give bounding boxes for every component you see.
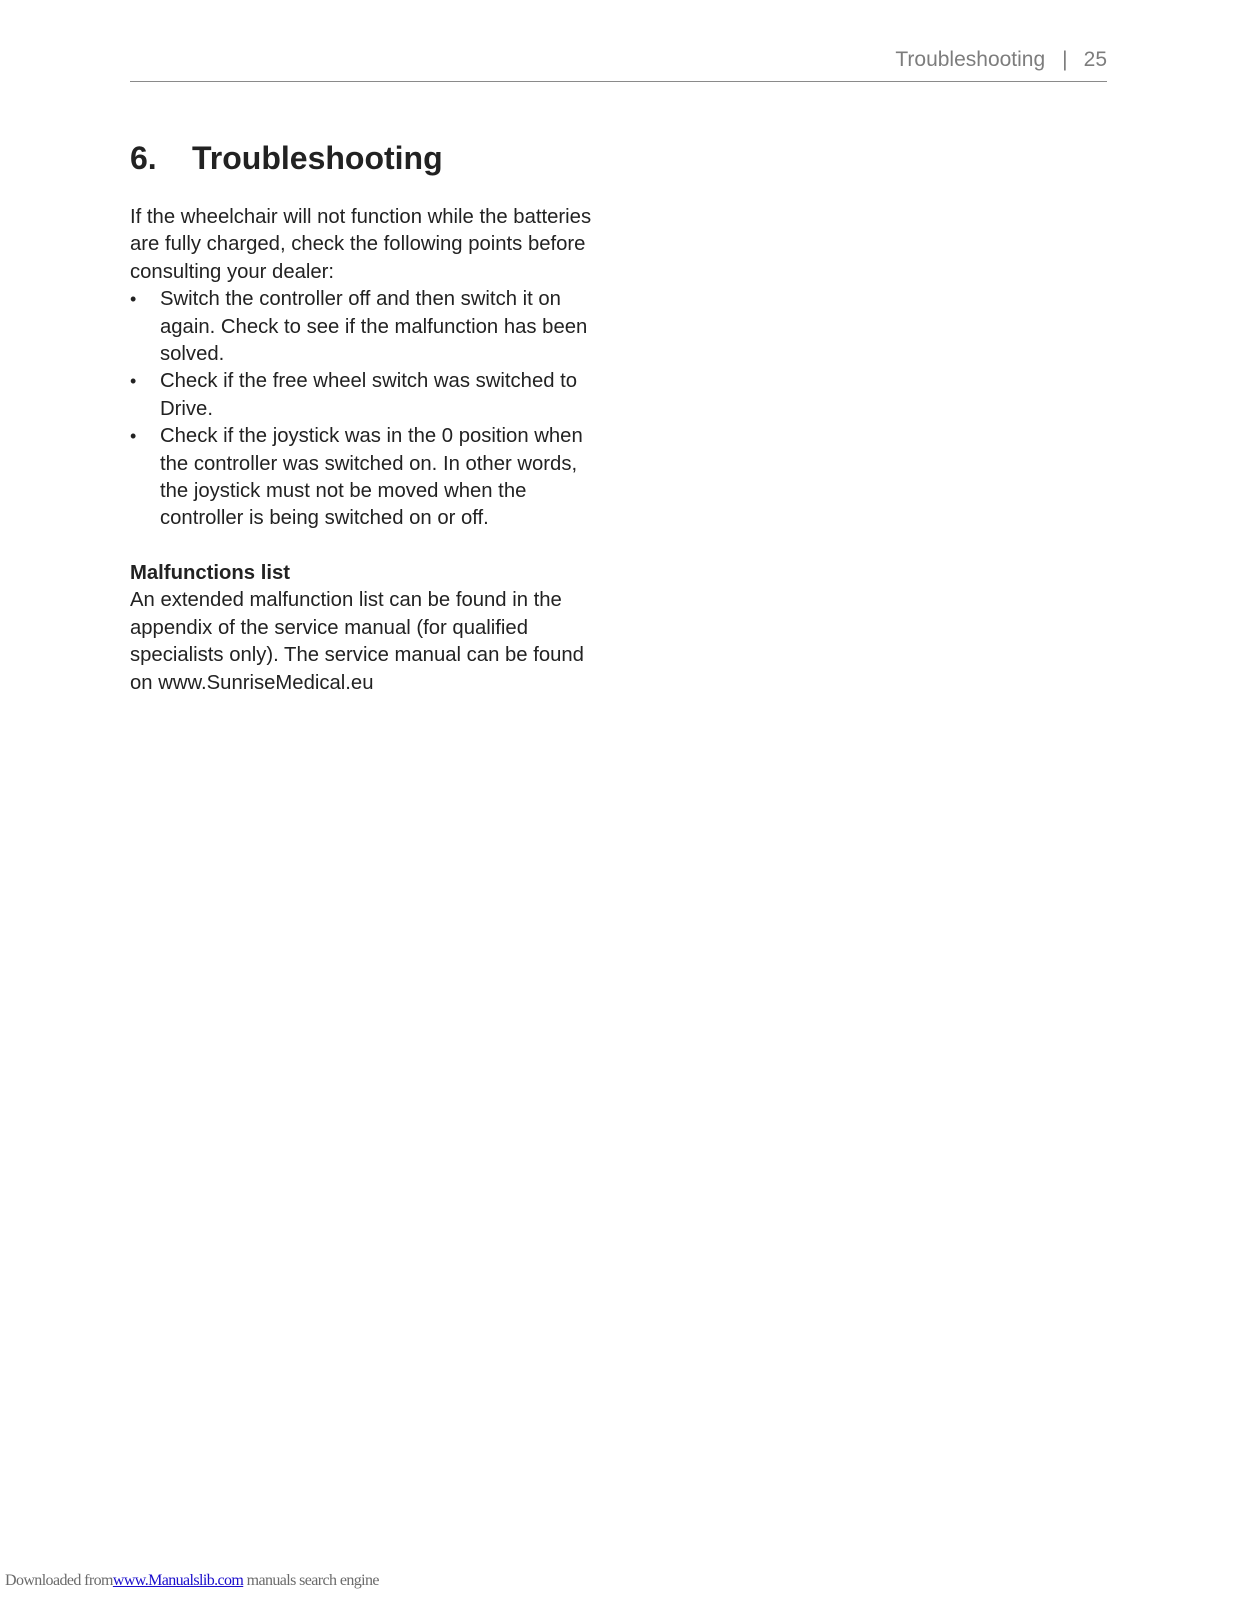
troubleshooting-checklist	[130, 286, 600, 533]
bullet-icon: •	[130, 426, 137, 447]
chapter-title	[130, 134, 600, 182]
footer-suffix: manuals search engine	[246, 1572, 379, 1589]
list-item	[130, 286, 600, 368]
malfunctions-heading: Malfunctions list	[130, 561, 291, 584]
list-item-text: Switch the controller off and then switch it on again. Check to see if the malfunction has been solved.	[160, 288, 588, 366]
page-header	[130, 46, 1107, 82]
page-number: 25	[1083, 48, 1107, 71]
bullet-icon: •	[130, 289, 137, 310]
list-item	[130, 368, 600, 423]
header-separator: |	[1062, 48, 1068, 71]
header-section-title: Troubleshooting	[895, 48, 1046, 71]
main-content	[130, 134, 600, 697]
manualslib-link[interactable]: www.Manualslib.com	[112, 1572, 244, 1589]
chapter-number: 6.	[130, 140, 157, 176]
malfunctions-paragraph: An extended malfunction list can be found in the appendix of the service manual (for qualified specialists only). The service manual can be found on www.SunriseMedical.eu	[130, 589, 584, 694]
list-item-text: Check if the free wheel switch was switched to Drive.	[160, 370, 578, 420]
list-item	[130, 423, 600, 533]
download-footer	[5, 1572, 379, 1590]
chapter-title-text: Troubleshooting	[192, 140, 443, 176]
bullet-icon: •	[130, 371, 137, 392]
footer-prefix: Downloaded from	[5, 1572, 113, 1589]
running-header	[895, 48, 1107, 72]
intro-paragraph: If the wheelchair will not function while the batteries are fully charged, check the following points before consulting your dealer:	[130, 206, 592, 283]
list-item-text: Check if the joystick was in the 0 position when the controller was switched on. In other words, the joystick must not be moved when the controller is being switched on or off.	[160, 425, 583, 530]
